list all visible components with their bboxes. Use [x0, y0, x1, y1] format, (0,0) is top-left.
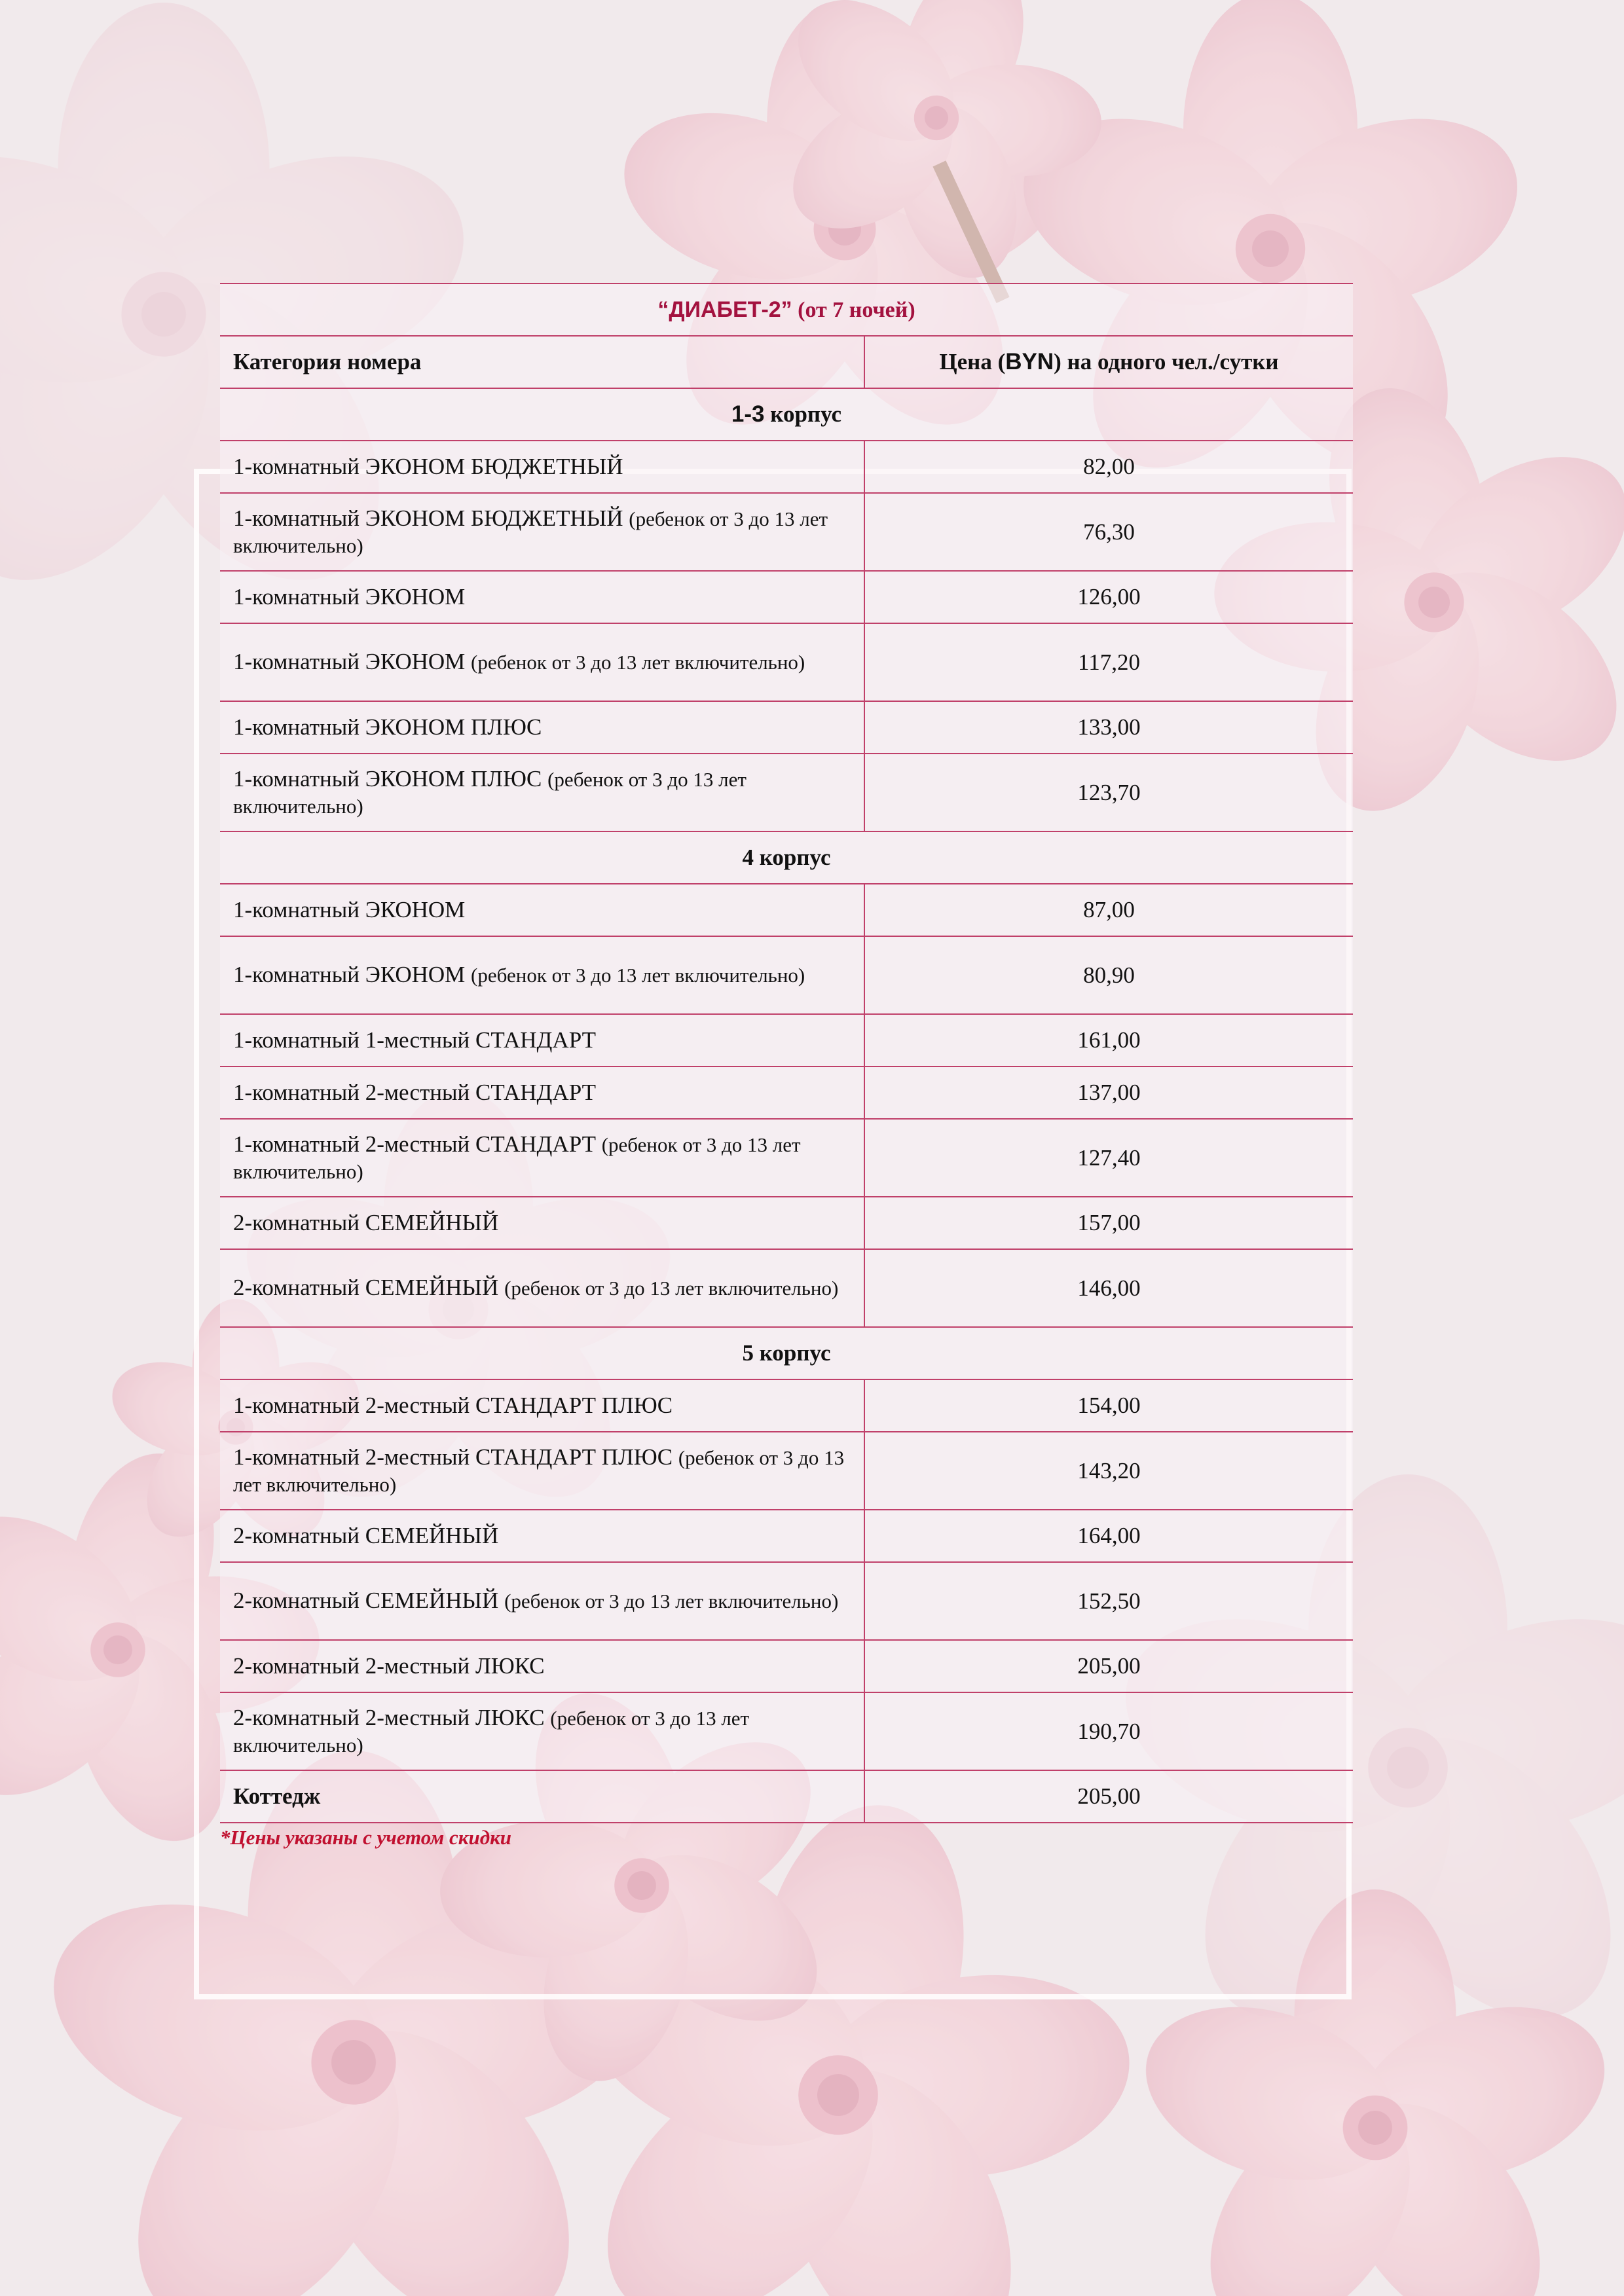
section-title-number: 1-3: [731, 401, 765, 427]
room-price: 123,70: [864, 754, 1353, 831]
room-category-main: 1-комнатный 2-местный СТАНДАРТ: [233, 1080, 596, 1105]
room-category-main: 1-комнатный ЭКОНОМ: [233, 897, 466, 922]
room-category-main: 2-комнатный СЕМЕЙНЫЙ: [233, 1275, 505, 1300]
room-category: [220, 884, 864, 936]
table-row: [220, 493, 1353, 571]
room-category-child-note: (ребенок от 3 до 13 лет включительно): [233, 767, 747, 818]
table-row: [220, 1562, 1353, 1640]
table-row: [220, 701, 1353, 754]
table-row: [220, 1510, 1353, 1562]
table-row: [220, 441, 1353, 493]
header-row: [220, 336, 1353, 388]
room-category-main: 1-комнатный ЭКОНОМ БЮДЖЕТНЫЙ: [233, 505, 629, 531]
cottage-label: Коттедж: [220, 1770, 864, 1823]
room-category-main: 2-комнатный СЕМЕЙНЫЙ: [233, 1588, 505, 1613]
table-row: [220, 1379, 1353, 1432]
room-category: [220, 1197, 864, 1249]
room-category-main: 2-комнатный СЕМЕЙНЫЙ: [233, 1210, 499, 1235]
program-name: “ДИАБЕТ-2”: [657, 297, 792, 322]
section-title-text: 5 корпус: [742, 1340, 831, 1366]
room-price: 146,00: [864, 1249, 1353, 1327]
table-row: [220, 1014, 1353, 1066]
room-price: 80,90: [864, 936, 1353, 1014]
room-price: 76,30: [864, 493, 1353, 571]
section-title: [220, 831, 1353, 884]
header-price-currency: BYN: [1005, 349, 1054, 374]
room-category: [220, 1014, 864, 1066]
room-category: [220, 493, 864, 571]
room-price: 157,00: [864, 1197, 1353, 1249]
room-category-main: 1-комнатный 2-местный СТАНДАРТ ПЛЮС: [233, 1444, 678, 1470]
table-row: [220, 1249, 1353, 1327]
discount-footnote: *Цены указаны с учетом скидки: [220, 1826, 512, 1849]
section-title: [220, 388, 1353, 441]
room-category: [220, 1066, 864, 1119]
header-price: [864, 336, 1353, 388]
room-price: 117,20: [864, 623, 1353, 701]
room-category-child-note: (ребенок от 3 до 13 лет включительно): [504, 1590, 839, 1613]
room-category-main: 2-комнатный 2-местный ЛЮКС: [233, 1704, 551, 1730]
header-price-post: ) на одного чел./сутки: [1054, 349, 1279, 374]
room-category-child-note: (ребенок от 3 до 13 лет включительно): [504, 1277, 839, 1300]
room-category: [220, 1119, 864, 1197]
table-row: [220, 1640, 1353, 1692]
room-price: 164,00: [864, 1510, 1353, 1562]
room-category: [220, 1692, 864, 1770]
room-price: 82,00: [864, 441, 1353, 493]
table-row: [220, 1432, 1353, 1510]
room-category: [220, 1432, 864, 1510]
room-price: 143,20: [864, 1432, 1353, 1510]
section-title-text: 4 корпус: [742, 845, 831, 870]
section-header-row: [220, 831, 1353, 884]
room-category-main: 1-комнатный ЭКОНОМ: [233, 584, 466, 610]
price-list: [220, 283, 1353, 1850]
room-category-main: 1-комнатный 2-местный СТАНДАРТ: [233, 1131, 602, 1157]
room-category-main: 1-комнатный ЭКОНОМ: [233, 962, 471, 987]
program-nights: (от 7 ночей): [792, 297, 915, 322]
section-header-row: [220, 1327, 1353, 1379]
table-title-row: [220, 283, 1353, 336]
room-price: 205,00: [864, 1640, 1353, 1692]
header-price-pre: Цена (: [939, 349, 1006, 374]
room-category-child-note: (ребенок от 3 до 13 лет включительно): [233, 1706, 750, 1757]
cottage-price: 205,00: [864, 1770, 1353, 1823]
room-category-child-note: (ребенок от 3 до 13 лет включительно): [233, 507, 828, 557]
section-title-text: корпус: [764, 401, 842, 427]
room-category-main: 2-комнатный СЕМЕЙНЫЙ: [233, 1523, 499, 1548]
room-category-child-note: (ребенок от 3 до 13 лет включительно): [233, 1133, 801, 1183]
room-category: [220, 1379, 864, 1432]
room-category: [220, 1562, 864, 1640]
table-row: [220, 754, 1353, 831]
room-category: [220, 571, 864, 623]
table-title: [220, 283, 1353, 336]
table-row: [220, 1119, 1353, 1197]
room-price: 87,00: [864, 884, 1353, 936]
room-category-child-note: (ребенок от 3 до 13 лет включительно): [233, 1446, 845, 1496]
room-category: [220, 701, 864, 754]
cottage-row: [220, 1770, 1353, 1823]
room-category: [220, 1640, 864, 1692]
table-row: [220, 623, 1353, 701]
section-header-row: [220, 388, 1353, 441]
room-category-main: 2-комнатный 2-местный ЛЮКС: [233, 1653, 545, 1679]
section-title: [220, 1327, 1353, 1379]
room-category: [220, 441, 864, 493]
room-category: [220, 936, 864, 1014]
room-price: 126,00: [864, 571, 1353, 623]
room-category: [220, 754, 864, 831]
table-row: [220, 936, 1353, 1014]
room-price: 154,00: [864, 1379, 1353, 1432]
room-category-main: 1-комнатный 1-местный СТАНДАРТ: [233, 1027, 596, 1053]
table-row: [220, 1066, 1353, 1119]
room-category-main: 1-комнатный ЭКОНОМ БЮДЖЕТНЫЙ: [233, 454, 623, 479]
room-category-main: 1-комнатный 2-местный СТАНДАРТ ПЛЮС: [233, 1393, 673, 1418]
room-category-child-note: (ребенок от 3 до 13 лет включительно): [471, 964, 805, 987]
header-category: Категория номера: [220, 336, 864, 388]
room-price: 152,50: [864, 1562, 1353, 1640]
room-category-main: 1-комнатный ЭКОНОМ ПЛЮС: [233, 714, 542, 740]
room-price: 127,40: [864, 1119, 1353, 1197]
room-price: 190,70: [864, 1692, 1353, 1770]
room-category-main: 1-комнатный ЭКОНОМ: [233, 649, 471, 674]
room-category-child-note: (ребенок от 3 до 13 лет включительно): [471, 651, 805, 674]
room-category: [220, 1510, 864, 1562]
room-price: 133,00: [864, 701, 1353, 754]
room-category: [220, 623, 864, 701]
table-row: [220, 1197, 1353, 1249]
room-category-main: 1-комнатный ЭКОНОМ ПЛЮС: [233, 765, 548, 792]
price-table: [220, 283, 1353, 1823]
room-price: 161,00: [864, 1014, 1353, 1066]
room-price: 137,00: [864, 1066, 1353, 1119]
room-category: [220, 1249, 864, 1327]
table-row: [220, 884, 1353, 936]
table-row: [220, 571, 1353, 623]
table-row: [220, 1692, 1353, 1770]
